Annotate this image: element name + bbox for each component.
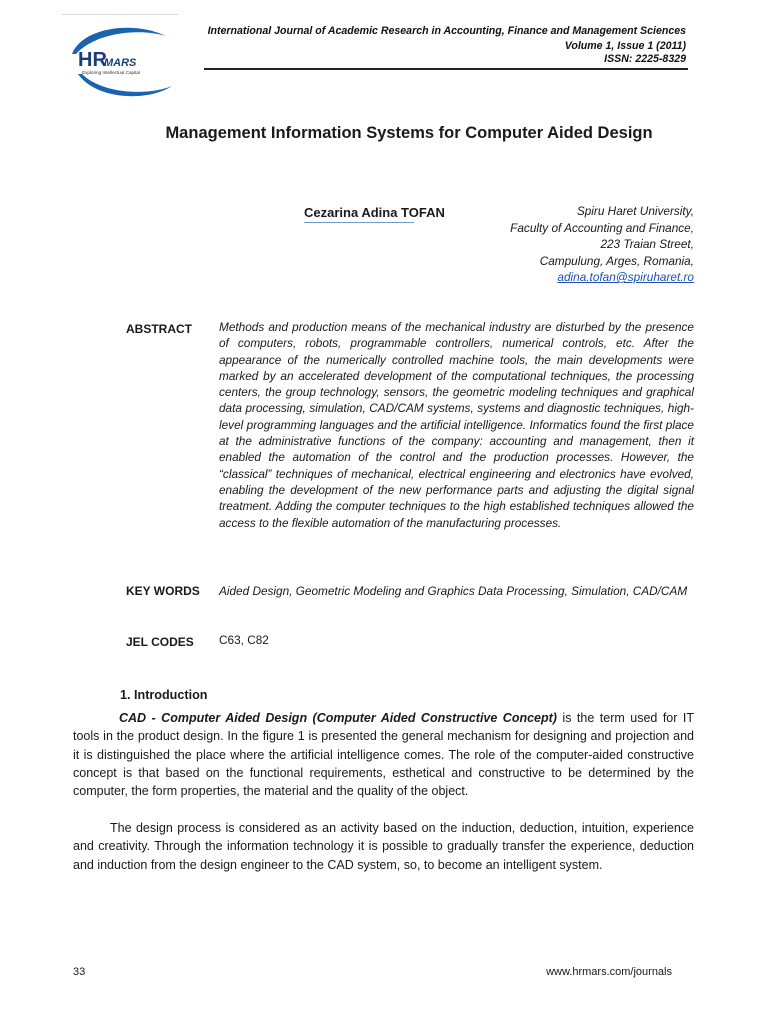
header-rule	[204, 68, 688, 70]
author-underline	[304, 222, 414, 223]
journal-header	[166, 24, 686, 54]
intro-paragraph-1-text: is the term used for IT tools in the product design. In the figure 1 is presented the general mechanism for designing and projection and it is distinguished the place where the artificial intelligence comes. The role of the computer-aided constructive concept is that based on the functional requirements, esthetical and constructive to be determined by the computer, the form properties, the material and the quality of the object.	[73, 711, 694, 799]
page-number: 33	[73, 966, 86, 978]
logo-text-suffix: MARS	[104, 57, 137, 69]
affiliation-line: Spiru Haret University,	[576, 204, 694, 218]
journal-name: International Journal of Academic Research in Accounting, Finance and Management Sciences	[207, 25, 686, 37]
intro-lead-term: CAD - Computer Aided Design (Computer Aided Constructive Concept)	[119, 711, 557, 725]
footer-url-link[interactable]: www.hrmars.com/journals	[546, 966, 672, 978]
affiliation-line: Faculty of Accounting and Finance,	[510, 220, 694, 235]
logo-text-main: HR	[78, 49, 107, 71]
intro-paragraph-2	[73, 819, 694, 874]
section-heading: 1. Introduction	[120, 688, 208, 702]
journal-issn: ISSN: 2225-8329	[604, 53, 686, 65]
intro-paragraph-2-text: The design process is considered as an activity based on the induction, deduction, intuition, experience and creativity. Through the information technology it is possible to gradually transfer the experience, deduction and induction from the design engineer to the CAD system, so, to become an intelligent system.	[73, 821, 694, 872]
affiliation-line: Campulung, Arges, Romania,	[539, 253, 694, 268]
abstract-text: Methods and production means of the mechanical industry are disturbed by the presence of computers, robots, programmable controllers, numerical controls, etc. After the appearance of the numerically controlled machine tools, the main developments were marked by an accelerated development of the computational techniques, the processing centers, the group technology, sensors, the geometric modeling techniques and graphical data processing, simulation, CAD/CAM systems, systems and diagnostic techniques, high-level programming languages and the artificial intelligence. Informatics found the first place at the administrative functions of the company: accounting and management, then it enabled the automation of the control and the production processes. However, the “classical” techniques of mechanical, electrical engineering and electronics have evolved, enabling the development of the new performance parts and adjusting the digital signal treatment. Adding the computer techniques to the high established techniques allowed the access to the flexible automation of the manufacturing processes.	[219, 320, 694, 530]
hrmars-logo	[62, 14, 178, 106]
logo-tagline: Exploring Intellectual Capital	[82, 70, 140, 75]
affiliation-line: 223 Traian Street,	[600, 237, 694, 251]
jel-codes-text: C63, C82	[219, 633, 269, 647]
jel-codes-label: JEL CODES	[126, 635, 194, 649]
author-email-link[interactable]: adina.tofan@spiruharet.ro	[557, 270, 694, 284]
abstract-label: ABSTRACT	[126, 322, 192, 336]
intro-paragraph-1	[73, 709, 694, 800]
author-name: Cezarina Adina TOFAN	[304, 205, 445, 220]
keywords-label: KEY WORDS	[126, 584, 200, 598]
paper-title: Management Information Systems for Computer Aided Design	[165, 124, 653, 142]
hrmars-logo-graphic	[62, 14, 178, 106]
author-affiliation	[510, 203, 694, 286]
journal-volume: Volume 1, Issue 1 (2011)	[564, 40, 686, 52]
keywords-text: Aided Design, Geometric Modeling and Graphics Data Processing, Simulation, CAD/CAM	[219, 584, 688, 598]
